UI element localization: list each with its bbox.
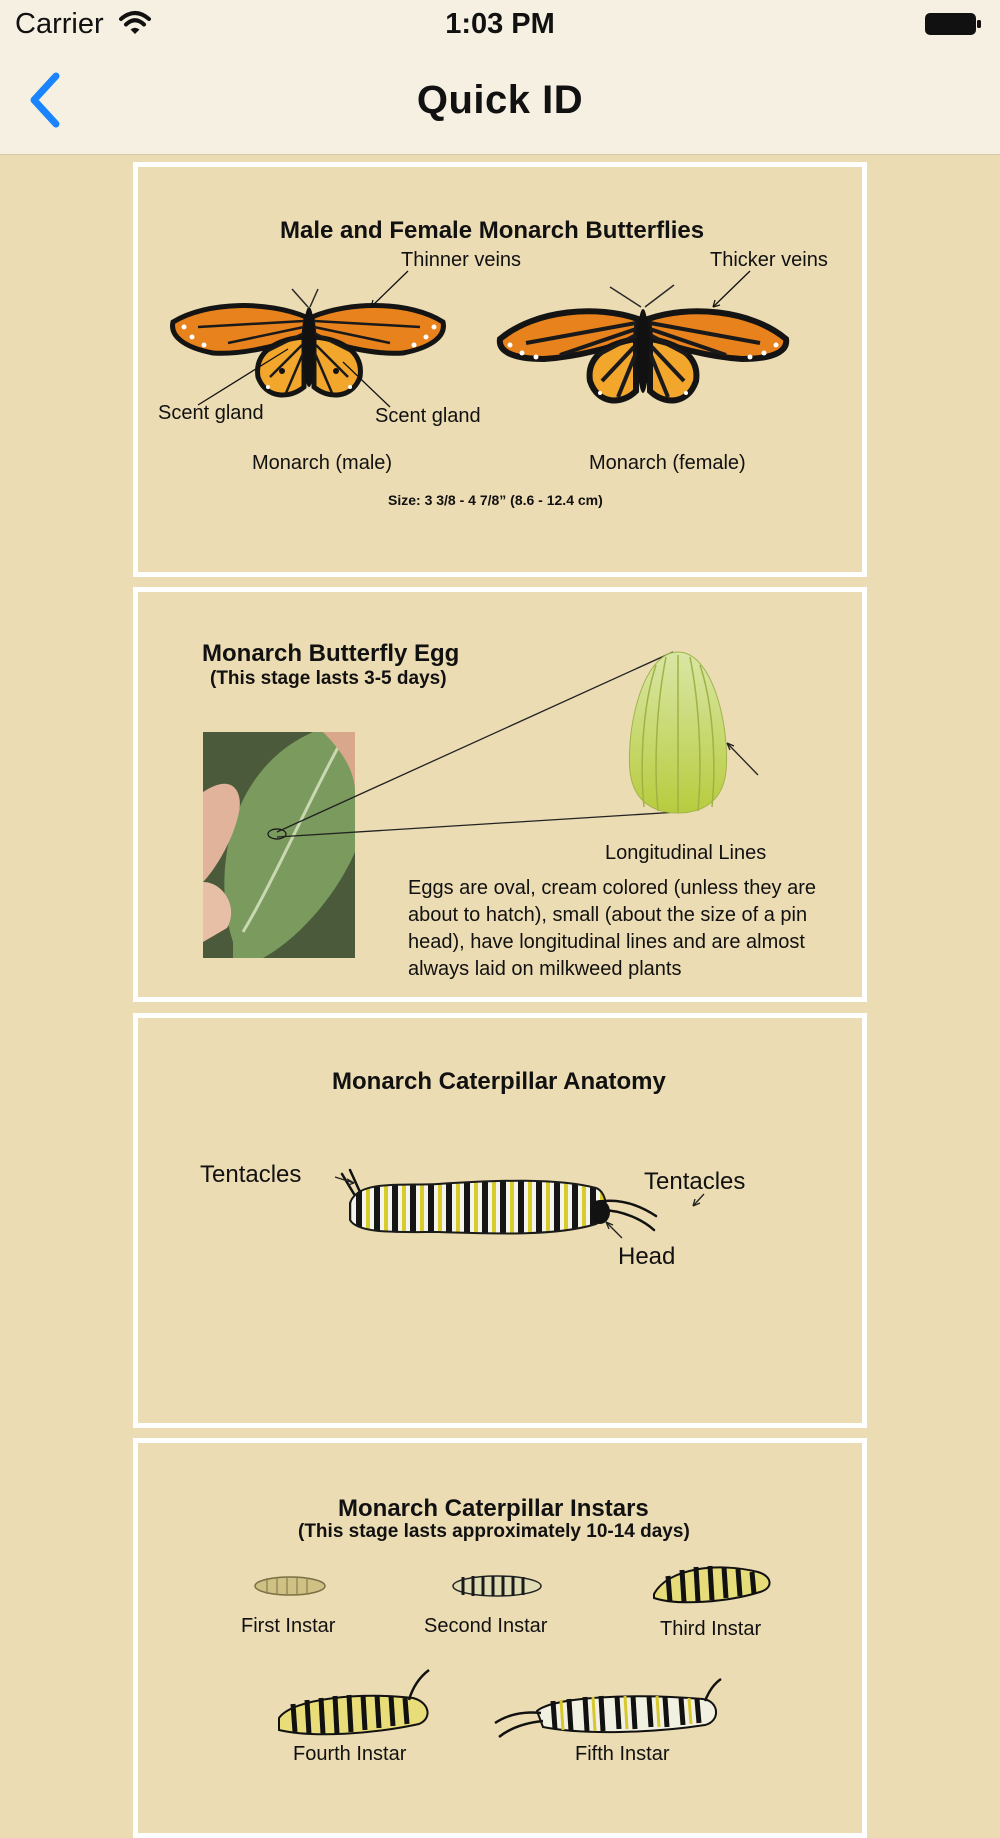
thicker-veins-label: Thicker veins	[710, 249, 828, 271]
head-label: Head	[618, 1243, 676, 1270]
instar-label: Fourth Instar	[293, 1743, 407, 1765]
description-line: Eggs are oval, cream colored (unless they are	[408, 877, 816, 899]
leader-lines	[138, 167, 862, 572]
card-subtitle: (This stage lasts 3-5 days)	[210, 668, 447, 689]
card-subtitle: (This stage lasts approximately 10-14 days)	[298, 1521, 690, 1542]
longitudinal-lines-label: Longitudinal Lines	[605, 842, 767, 864]
tentacles-label-left: Tentacles	[200, 1161, 302, 1188]
size-caption: Size: 3 3/8 - 4 7/8” (8.6 - 12.4 cm)	[388, 492, 603, 508]
status-time: 1:03 PM	[445, 8, 555, 40]
caterpillar-instars-card[interactable]	[133, 1438, 867, 1838]
card-title: Monarch Caterpillar Anatomy	[332, 1068, 666, 1095]
first-instar-image	[253, 1573, 328, 1599]
fourth-instar-image	[273, 1668, 443, 1743]
scent-gland-label-left: Scent gland	[158, 402, 264, 424]
egg-image	[618, 647, 738, 817]
egg-card[interactable]	[133, 587, 867, 1002]
instar-label: Fifth Instar	[575, 1743, 670, 1765]
caterpillar-anatomy-card[interactable]	[133, 1013, 867, 1428]
butterflies-card[interactable]	[133, 162, 867, 577]
card-title: Monarch Caterpillar Instars	[338, 1495, 649, 1522]
navigation-bar	[0, 56, 1000, 154]
instar-label: First Instar	[241, 1615, 336, 1637]
description-line: always laid on milkweed plants	[408, 958, 682, 980]
female-caption: Monarch (female)	[589, 452, 746, 474]
status-bar	[0, 0, 1000, 50]
tentacles-label-right: Tentacles	[644, 1168, 746, 1195]
carrier-label: Carrier	[15, 8, 104, 40]
card-title: Male and Female Monarch Butterflies	[280, 217, 705, 244]
description-line: about to hatch), small (about the size of a pin	[408, 904, 808, 926]
description-line: head), have longitudinal lines and are almost	[408, 931, 805, 953]
anatomy-arrows	[138, 1018, 862, 1423]
fifth-instar-image	[493, 1671, 733, 1741]
top-bar	[0, 0, 1000, 155]
male-caption: Monarch (male)	[252, 452, 393, 474]
card-title: Monarch Butterfly Egg	[202, 640, 460, 667]
page-title: Quick ID	[416, 78, 584, 122]
battery-icon	[924, 12, 982, 36]
second-instar-image	[451, 1571, 543, 1601]
scent-gland-label-right: Scent gland	[375, 405, 481, 427]
instar-label: Second Instar	[424, 1615, 548, 1637]
third-instar-image	[648, 1558, 778, 1608]
egg-description	[408, 875, 816, 983]
instar-label: Third Instar	[660, 1618, 762, 1640]
thinner-veins-label: Thinner veins	[401, 249, 522, 271]
